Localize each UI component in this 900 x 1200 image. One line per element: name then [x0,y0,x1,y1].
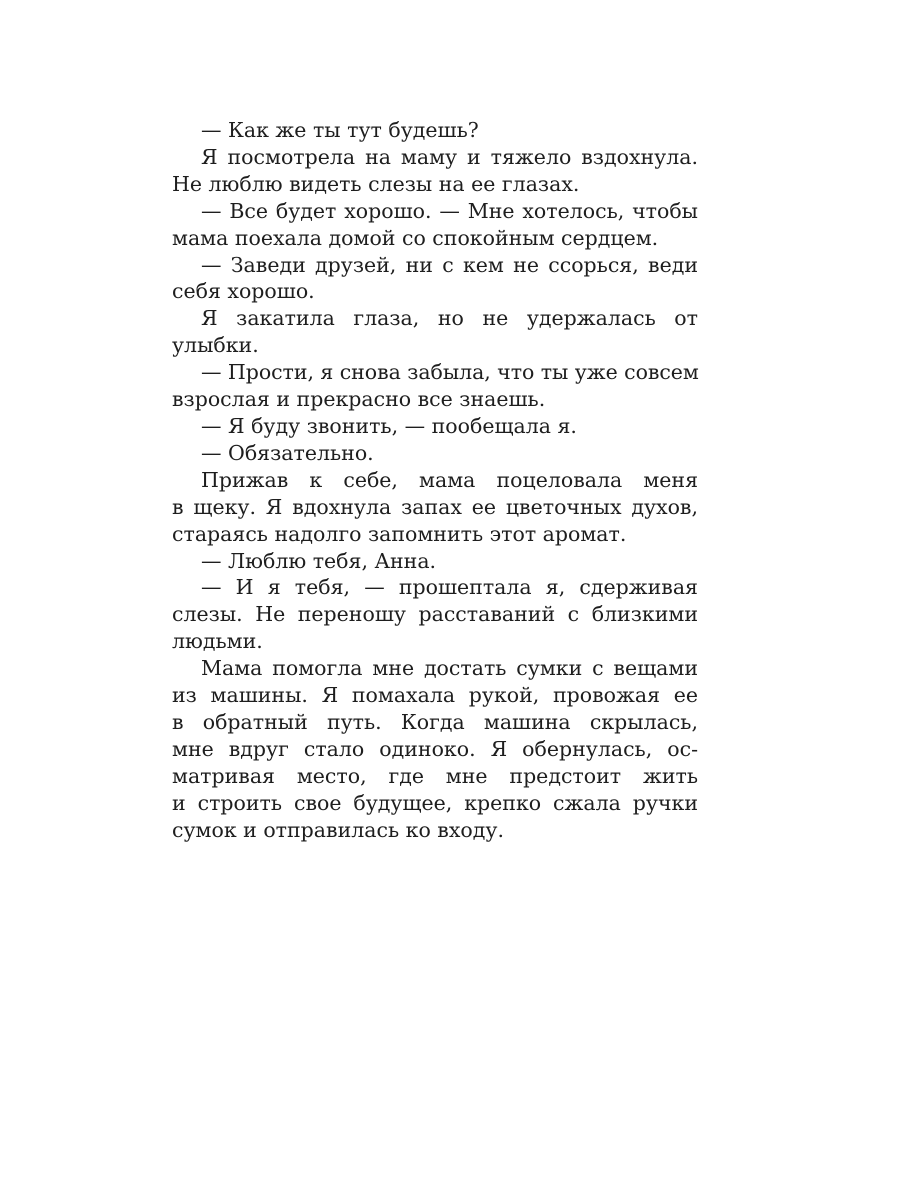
paragraph [172,548,698,575]
text-line: мне вдруг стало одиноко. Я обернулась, ос- [172,736,698,761]
text-line: — И я тебя, — прошептала я, сдерживая [201,575,698,600]
paragraph [172,117,698,144]
paragraph [172,198,698,252]
text-line: — Все будет хорошо. — Мне хотелось, чтобы [201,198,698,223]
text-line: улыбки. [172,333,259,358]
text-line: — Я буду звонить, — пообещала я. [201,413,577,438]
page-body-text [172,117,698,843]
text-line: мама поехала домой со спокойным сердцем. [172,225,659,250]
text-line: сумок и отправилась ко входу. [172,817,504,842]
text-line: Я закатила глаза, но не удержалась от [201,306,698,331]
paragraph [172,144,698,198]
paragraph [172,305,698,359]
text-line: Я посмотрела на маму и тяжело вздохнула. [201,144,698,169]
paragraph [172,359,698,413]
text-line: людьми. [172,629,263,654]
text-line: Мама помогла мне достать сумки с вещами [201,656,698,681]
text-line: стараясь надолго запомнить этот аромат. [172,521,627,546]
paragraph [172,574,698,655]
text-line: в щеку. Я вдохнула запах ее цветочных духов, [172,494,698,519]
text-line: взрослая и прекрасно все знаешь. [172,387,546,412]
text-line: — Как же ты тут будешь? [201,118,479,142]
paragraph [172,467,698,548]
text-line: из машины. Я помахала рукой, провожая ее [172,683,698,708]
paragraph [172,252,698,306]
paragraph [172,440,698,467]
text-line: — Заведи друзей, ни с кем не ссорься, веди [201,252,698,277]
text-line: в обратный путь. Когда машина скрылась, [172,709,698,734]
text-line: Не люблю видеть слезы на ее глазах. [172,171,580,196]
text-line: — Обязательно. [201,440,374,465]
text-line: матривая место, где мне предстоит жить [172,763,698,788]
text-line: — Прости, я снова забыла, что ты уже совсем [201,360,699,385]
text-line: — Люблю тебя, Анна. [201,548,437,573]
text-line: слезы. Не переношу расставаний с близкими [172,602,698,627]
paragraph [172,413,698,440]
text-line: и строить свое будущее, крепко сжала ручки [172,790,698,815]
paragraph [172,655,698,843]
text-line: Прижав к себе, мама поцеловала меня [201,467,698,492]
text-line: себя хорошо. [172,279,315,304]
